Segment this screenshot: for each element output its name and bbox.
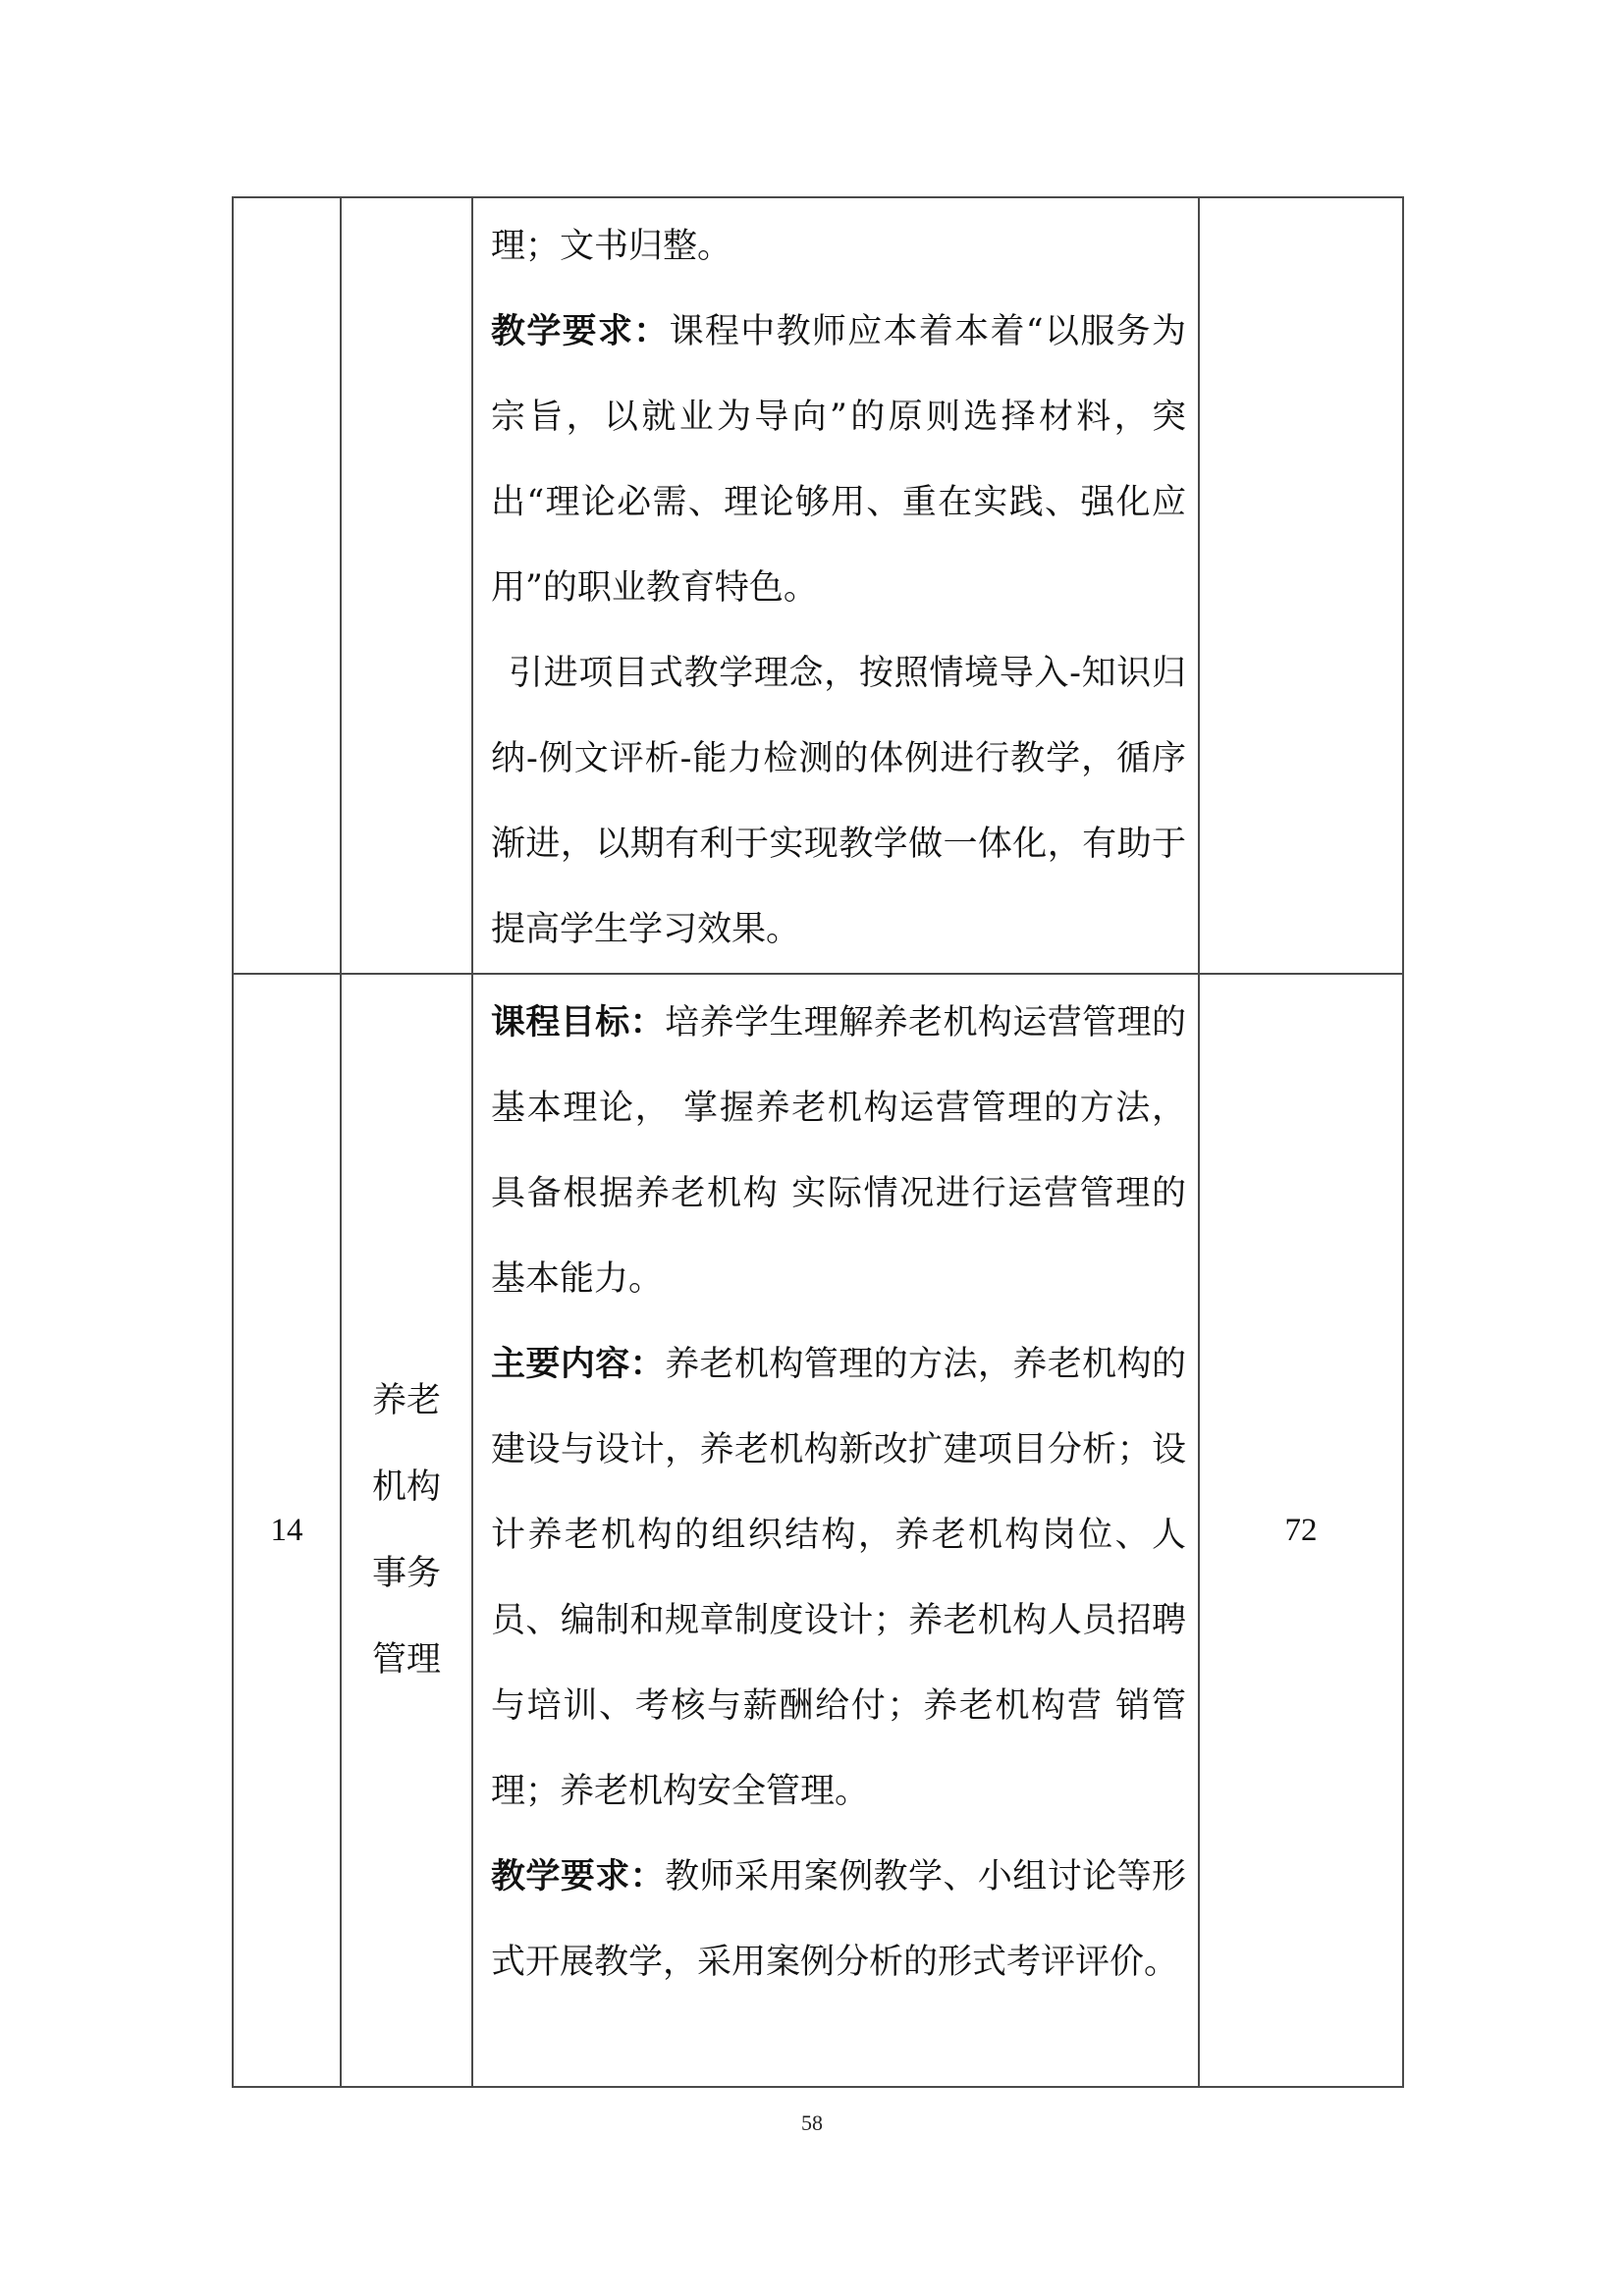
teaching-requirements-label: 教学要求： (491, 312, 670, 351)
teaching-requirements (491, 1835, 1186, 2005)
teaching-requirements-label: 教学要求： (491, 1857, 666, 1896)
main-content-label: 主要内容： (491, 1345, 666, 1384)
course-goal (491, 981, 1186, 1322)
course-number-cell (233, 197, 341, 974)
course-name-line: 养老 (371, 1381, 441, 1420)
course-goal-label: 课程目标： (491, 1003, 666, 1042)
course-name-cell (341, 974, 472, 2087)
teaching-requirements-text: 教师采用案例教学、小组讨论等形式开展教学，采用案例分析的形式考评评价。 (491, 1857, 1186, 1982)
course-content-cell (472, 197, 1199, 974)
course-name-cell (341, 197, 472, 974)
course-number-cell: 14 (233, 974, 341, 2087)
course-hours-cell: 72 (1199, 974, 1403, 2087)
main-content (491, 1322, 1186, 1835)
course-name-line: 管理 (371, 1640, 441, 1680)
course-name-line: 机构 (371, 1468, 441, 1507)
course-content-cell (472, 974, 1199, 2087)
course-table (232, 196, 1404, 2088)
course-hours-cell (1199, 197, 1403, 974)
table-row (233, 197, 1403, 974)
table-row (233, 974, 1403, 2087)
main-content-text: 养老机构管理的方法，养老机构的建设与设计，养老机构新改扩建项目分析；设计养老机构的组织结构，养老机构岗位、人员、编制和规章制度设计；养老机构人员招聘与培训、考核与薪酬给付；养老机构营 销管理；养老机构安全管理。 (491, 1345, 1186, 1811)
course-name-line: 事务 (371, 1554, 441, 1593)
teaching-method-paragraph: 引进项目式教学理念，按照情境导入-知识归纳-例文评析-能力检测的体例进行教学，循序渐进，以期有利于实现教学做一体化，有助于提高学生学习效果。 (491, 654, 1186, 949)
teaching-requirements-text: 课程中教师应本着本着“以服务为宗旨，以就业为导向”的原则选择材料，突出“理论必需、理论够用、重在实践、强化应用”的职业教育特色。 (491, 312, 1186, 608)
teaching-requirements (491, 290, 1186, 631)
content-continuation: 理；文书归整。 (491, 227, 732, 266)
page-number: 58 (801, 2110, 823, 2135)
course-goal-text: 培养学生理解养老机构运营管理的基本理论， 掌握养老机构运营管理的方法，具备根据养老机构 实际情况进行运营管理的基本能力。 (491, 1003, 1186, 1299)
